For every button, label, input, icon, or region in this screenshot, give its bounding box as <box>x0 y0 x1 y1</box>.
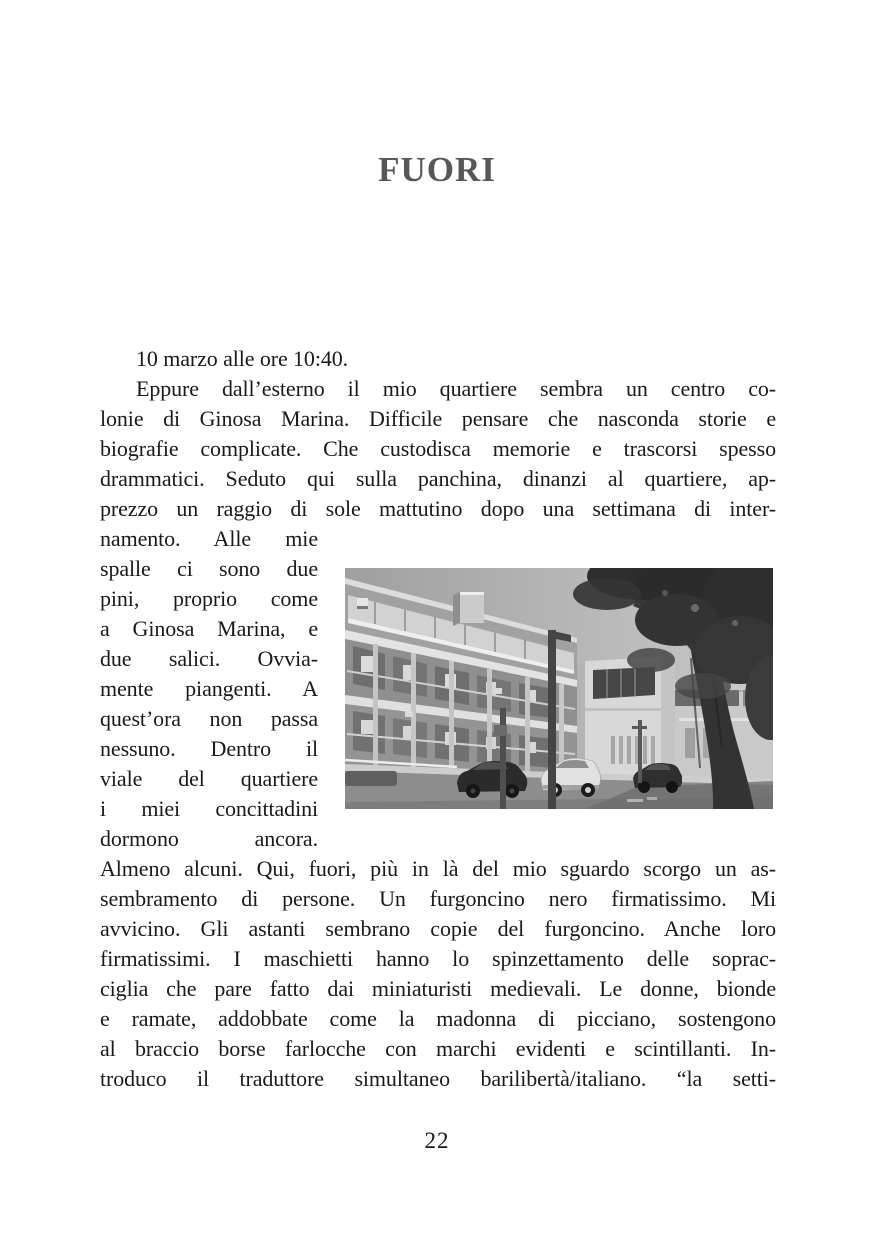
ac-unit <box>357 598 368 606</box>
text-line: mente piangenti. A <box>100 676 318 701</box>
text-line: viale del quartiere <box>100 766 318 791</box>
paragraph-top <box>100 344 776 524</box>
text-line: Eppure dall’esterno il mio quartiere sembra un centro co- <box>136 376 776 401</box>
paragraph-bottom <box>100 854 776 1094</box>
text-line: troduco il traduttore simultaneo barilibertà/italiano. “la setti- <box>100 1066 776 1091</box>
text-line: due salici. Ovvia- <box>100 646 318 671</box>
text-line: avvicino. Gli astanti sembrano copie del furgoncino. Anche loro <box>100 916 776 941</box>
text-line: Almeno alcuni. Qui, fuori, più in là del mio sguardo scorgo un as- <box>100 856 776 881</box>
text-line: dormono ancora. <box>100 826 318 851</box>
text-line: i miei concittadini <box>100 796 318 821</box>
text-line: drammatici. Seduto qui sulla panchina, dinanzi al quartiere, ap- <box>100 466 776 491</box>
text-line: 10 marzo alle ore 10:40. <box>136 346 349 371</box>
text-line: firmatissimi. I maschietti hanno lo spinzettamento delle soprac- <box>100 946 776 971</box>
street-photo-illustration <box>345 568 773 809</box>
text-line: prezzo un raggio di sole mattutino dopo una settimana di inter- <box>100 496 776 521</box>
text-line: a Ginosa Marina, e <box>100 616 318 641</box>
text-line: namento. Alle mie <box>100 526 318 551</box>
text-line: ciglia che pare fatto dai miniaturisti medievali. Le donne, bionde <box>100 976 776 1001</box>
white-wing-building <box>577 657 675 778</box>
text-line: al braccio borse farlocche con marchi evidenti e scintillanti. In- <box>100 1036 776 1061</box>
text-line: lonie di Ginosa Marina. Difficile pensare che nasconda storie e <box>100 406 776 431</box>
text-line: biografie complicate. Che custodisca memorie e trascorsi spesso <box>100 436 776 461</box>
text-line: nessuno. Dentro il <box>100 736 318 761</box>
text-line: sembramento di persone. Un furgoncino nero firmatissimo. Mi <box>100 886 776 911</box>
street-photo <box>345 568 773 809</box>
text-line: e ramate, addobbate come la madonna di picciano, sostengono <box>100 1006 776 1031</box>
rooftop-box <box>453 592 460 626</box>
text-line: pini, proprio come <box>100 586 318 611</box>
text-line: quest’ora non passa <box>100 706 318 731</box>
page-number: 22 <box>424 1128 450 1153</box>
text-line: spalle ci sono due <box>100 556 318 581</box>
chapter-title: FUORI <box>378 150 496 189</box>
